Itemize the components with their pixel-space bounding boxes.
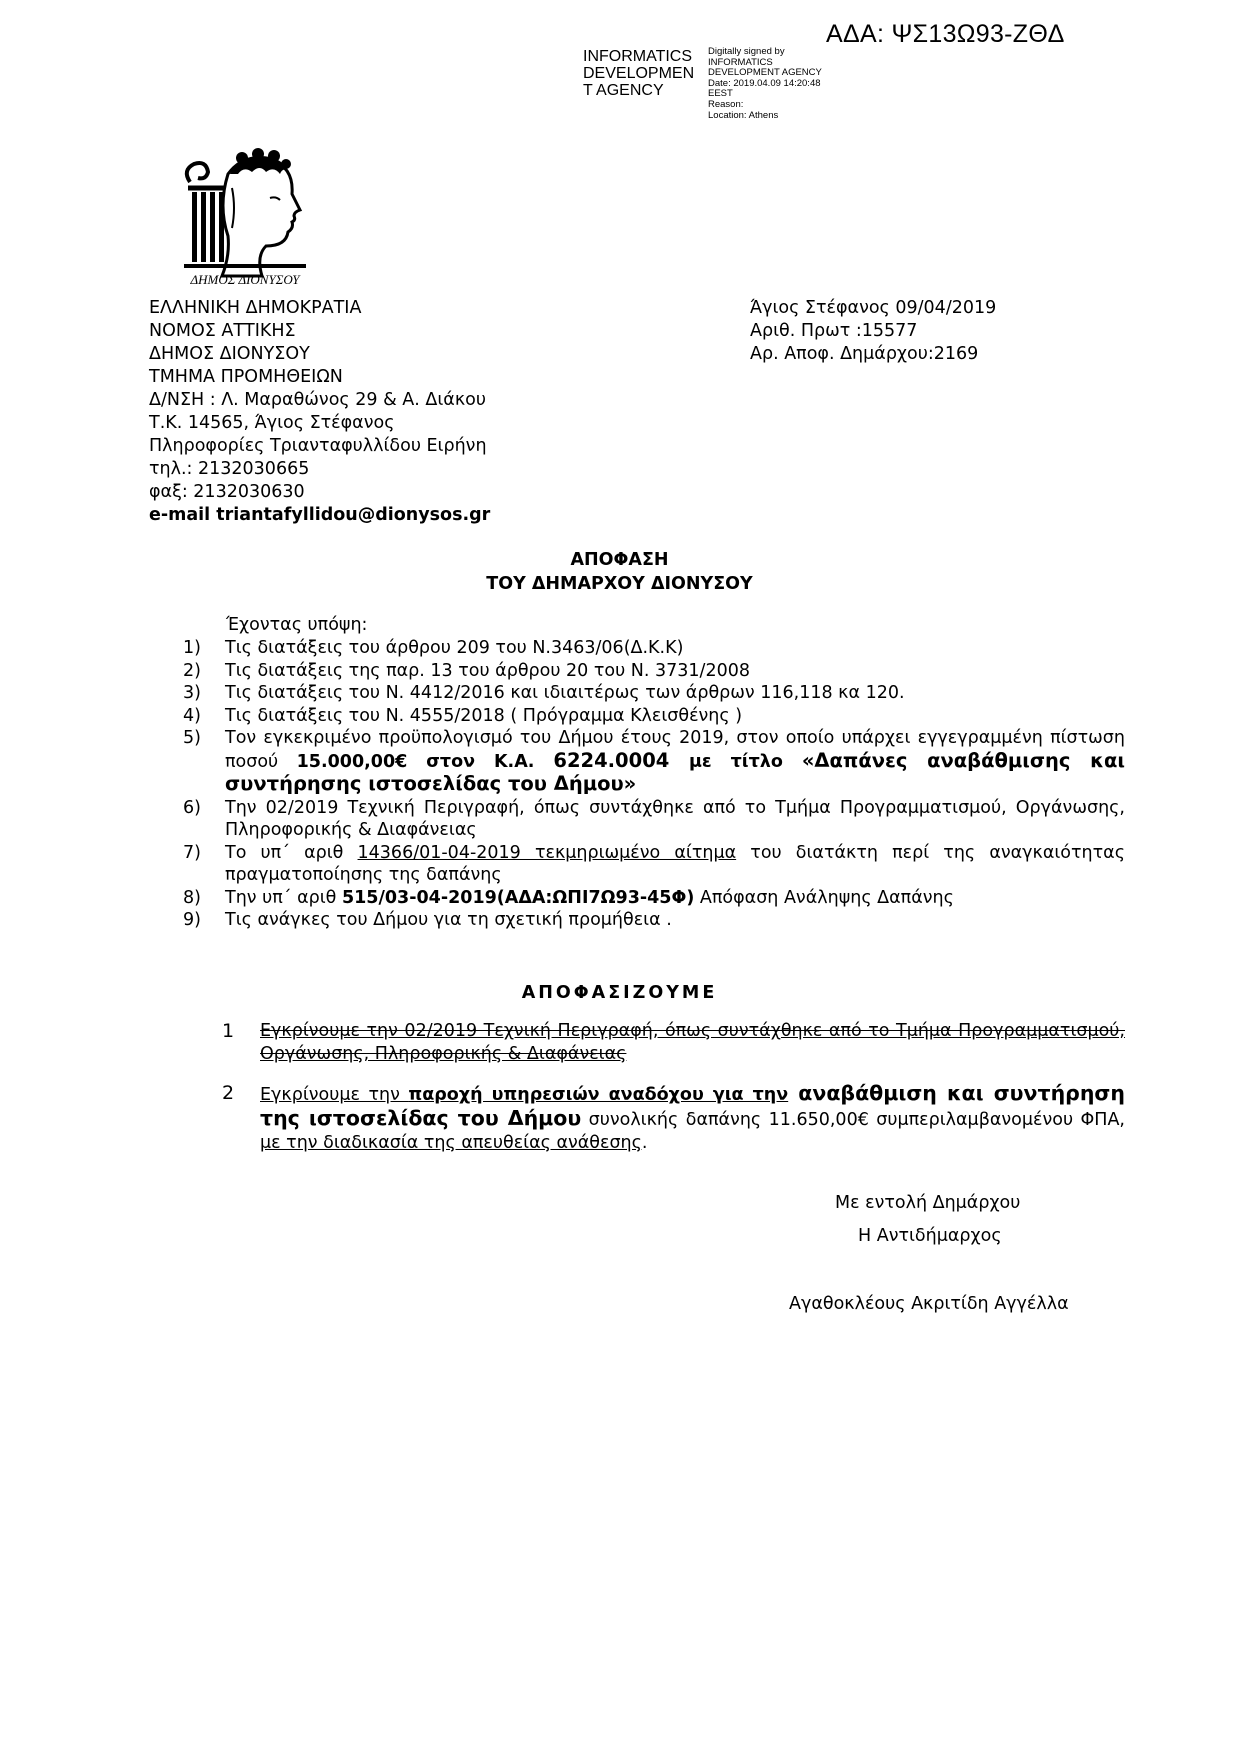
signature-name-line: DEVELOPMEN — [583, 65, 695, 82]
signature-name-line: INFORMATICS — [583, 48, 693, 65]
decision-text: Εγκρίνουμε την 02/2019 Τεχνική Περιγραφή, όπως συντάχθηκε από το Τμήμα Προγραμματισμού, Οργάνωσης, Πληροφορικής & Διαφάνειας — [260, 1021, 1125, 1064]
title-line-1: ΑΠΟΦΑΣΗ — [570, 550, 669, 570]
list-number: 7) — [183, 842, 201, 863]
decision-subject: αναβάθμιση και συντήρηση της ιστοσελίδας του Δήμου — [260, 1081, 1125, 1130]
list-text: Τις διατάξεις του άρθρου 209 του Ν.3463/06(Δ.Κ.Κ) — [225, 638, 684, 658]
sender-line: ΕΛΛΗΝΙΚΗ ΔΗΜΟΚΡΑΤΙΑ — [149, 298, 362, 318]
signature-detail-line: Reason: — [708, 98, 744, 110]
list-item — [183, 660, 1125, 683]
decision-heading: ΑΠΟΦΑΣΙΖΟΥΜΕ — [521, 983, 718, 1003]
list-number: 2) — [183, 660, 201, 681]
list-text — [225, 842, 1125, 887]
list-text: Τις διατάξεις του Ν. 4555/2018 ( Πρόγραμμα Κλεισθένης ) — [225, 705, 743, 726]
digital-signature-name — [583, 48, 694, 99]
sender-line: τηλ.: 2132030665 — [149, 459, 310, 479]
signoff-name: Αγαθοκλέους Ακριτίδη Αγγέλλα — [789, 1294, 1069, 1314]
logo-emblem-icon — [170, 144, 320, 289]
list-number: 1) — [183, 638, 201, 658]
sender-line: φαξ: 2132030630 — [149, 482, 305, 502]
ada-code: ΑΔΑ: ΨΣ13Ω93-ΖΘΔ — [826, 20, 1065, 48]
request-suffix: του διατάκτη περί της αναγκαιότητας πραγματοποίησης της δαπάνης — [225, 842, 1125, 885]
considerations-intro: Έχοντας υπόψη: — [226, 615, 368, 635]
digital-signature-details — [708, 47, 822, 121]
list-text: Την 02/2019 Τεχνική Περιγραφή, όπως συντάχθηκε από το Τμήμα Προγραμματισμού, Οργάνωσης, Πληροφορικής & Διαφάνειας — [225, 797, 1125, 840]
decision-item — [222, 1020, 1125, 1066]
budget-title-label: με τίτλο — [689, 751, 802, 772]
budget-title: «Δαπάνες αναβάθμισης και συντήρησης ιστοσελίδας του Δήμου» — [225, 748, 1125, 795]
decision-number-1: 1 — [222, 1020, 235, 1042]
signature-detail-line: Digitally signed by — [708, 46, 785, 57]
budget-amount: 15.000,00€ στον Κ.Α. — [296, 751, 554, 772]
decision-approve: Εγκρίνουμε την — [260, 1085, 409, 1105]
list-text — [225, 887, 1125, 910]
signature-detail-line: Date: 2019.04.09 14:20:48 — [708, 77, 821, 89]
logo-caption: ΔΗΜΟΣ ΔΙΟΝΥΣΟΥ — [190, 272, 300, 287]
list-text: Τις διατάξεις του Ν. 4412/2016 και ιδιαιτέρως των άρθρων 116,118 κα 120. — [225, 683, 905, 703]
signature-detail-line: EEST — [708, 88, 733, 100]
signature-detail-line: Location: Athens — [708, 109, 779, 121]
municipality-logo — [170, 144, 320, 289]
list-item — [183, 797, 1125, 842]
list-item — [183, 842, 1125, 887]
decisions-list — [222, 1020, 1125, 1171]
list-number: 9) — [183, 910, 201, 930]
signature-detail-line: DEVELOPMENT AGENCY — [708, 67, 822, 79]
signature-name-line: T AGENCY — [583, 82, 664, 99]
sender-line: ΔΗΜΟΣ ΔΙΟΝΥΣΟΥ — [149, 344, 310, 364]
decision-number-2: 2 — [222, 1082, 235, 1104]
request-reference: 14366/01-04-2019 τεκμηριωμένο αίτημα — [357, 842, 737, 863]
list-number: 8) — [183, 887, 201, 908]
decision-cost: συνολικής δαπάνης 11.650,00€ συμπεριλαμβανομένου ΦΠΑ, — [581, 1110, 1125, 1130]
list-number: 4) — [183, 705, 201, 726]
document-title — [0, 548, 1239, 596]
budget-text: Τον εγκεκριμένο προϋπολογισμό του Δήμου έτους 2019, στον οποίο υπάρχει εγγεγραμμένη πίστωση ποσού — [225, 728, 1125, 772]
sender-line: Τ.Κ. 14565, Άγιος Στέφανος — [149, 413, 395, 433]
protocol-number: Αριθ. Πρωτ :15577 — [750, 321, 918, 341]
title-line-2: ΤΟΥ ΔΗΜΑΡΧΟΥ ΔΙΟΝΥΣΟΥ — [486, 574, 753, 594]
decision-number: Αρ. Αποφ. Δημάρχου:2169 — [750, 344, 979, 364]
list-item — [183, 887, 1125, 910]
request-prefix: Το υπ΄ αριθ — [225, 842, 358, 863]
sender-block — [149, 297, 490, 527]
list-item — [183, 682, 1125, 705]
sender-line: Πληροφορίες Τριανταφυλλίδου Ειρήνη — [149, 436, 487, 456]
sender-line: ΤΜΗΜΑ ΠΡΟΜΗΘΕΙΩΝ — [149, 367, 343, 387]
list-item — [183, 909, 1125, 932]
list-item — [183, 705, 1125, 728]
decision-text — [260, 1082, 1125, 1155]
sender-email: e-mail triantafyllidou@dionysos.gr — [149, 505, 491, 525]
signature-detail-line: INFORMATICS — [708, 56, 773, 68]
sender-line: ΝΟΜΟΣ ΑΤΤΙΚΗΣ — [149, 321, 296, 341]
list-number: 5) — [183, 728, 201, 748]
decision-service: παροχή υπηρεσιών αναδόχου για την — [408, 1085, 789, 1105]
list-number: 6) — [183, 797, 201, 818]
decision-end: . — [641, 1133, 648, 1153]
decision-item — [222, 1082, 1125, 1155]
reference-block — [750, 297, 996, 366]
list-item — [183, 637, 1125, 660]
decision-procedure: με την διαδικασία της απευθείας ανάθεσης — [260, 1133, 642, 1153]
commitment-suffix: Απόφαση Ανάληψης Δαπάνης — [694, 887, 954, 908]
commitment-reference: 515/03-04-2019(ΑΔΑ:ΩΠΙ7Ω93-45Φ) — [341, 887, 695, 908]
considerations-list — [183, 637, 1125, 932]
sender-line: Δ/ΝΣΗ : Λ. Μαραθώνος 29 & Α. Διάκου — [149, 390, 486, 410]
list-text: Τις διατάξεις της παρ. 13 του άρθρου 20 του Ν. 3731/2008 — [225, 660, 750, 681]
signoff-role: Η Αντιδήμαρχος — [858, 1226, 1002, 1246]
list-item — [183, 727, 1125, 797]
list-number: 3) — [183, 683, 201, 703]
date-line: Άγιος Στέφανος 09/04/2019 — [750, 298, 997, 318]
list-text — [225, 727, 1125, 797]
list-text: Τις ανάγκες του Δήμου για τη σχετική προμήθεια . — [225, 910, 672, 930]
commitment-prefix: Την υπ΄ αριθ — [225, 887, 342, 908]
budget-code: 6224.0004 — [553, 748, 689, 772]
signoff-authority: Με εντολή Δημάρχου — [835, 1193, 1021, 1213]
